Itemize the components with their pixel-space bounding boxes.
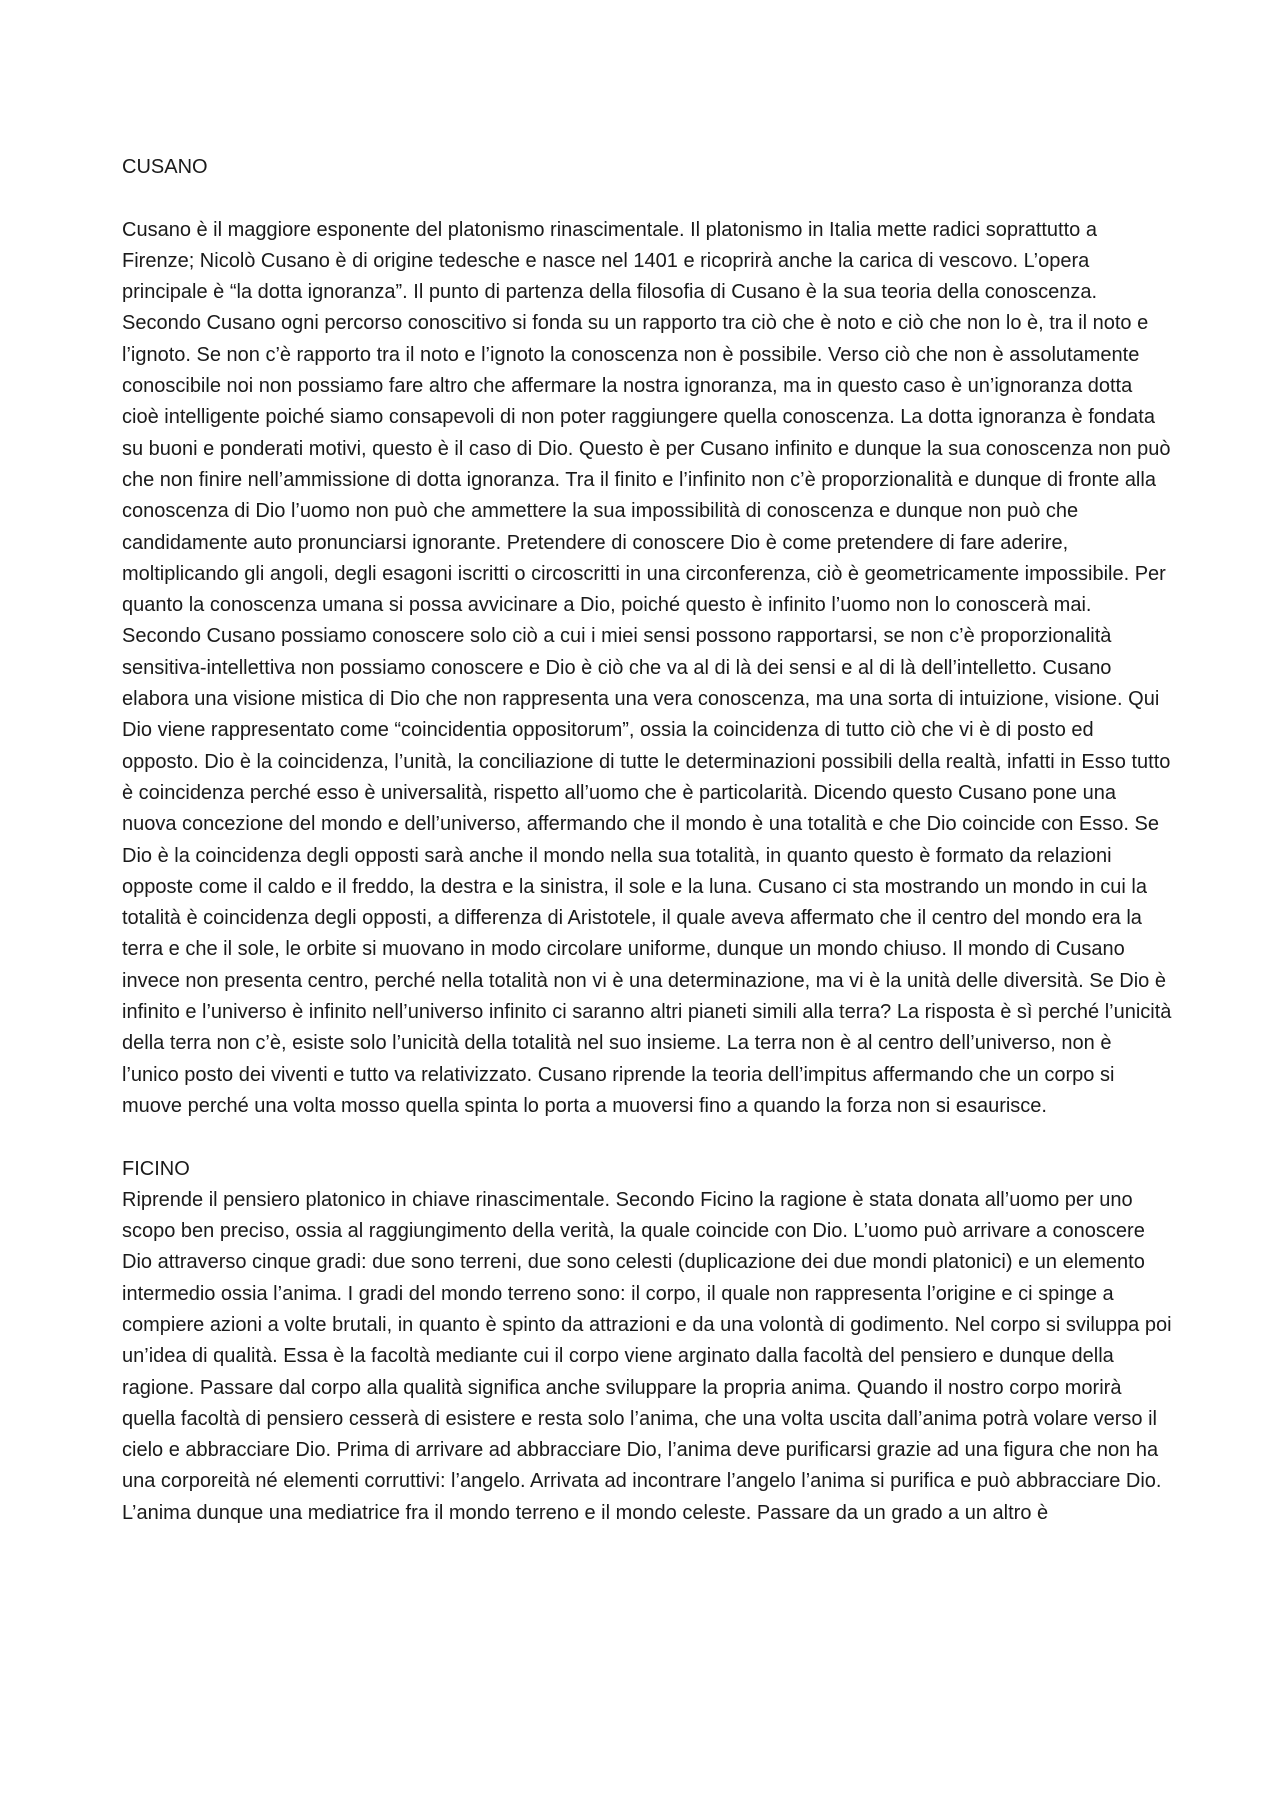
blank-line	[122, 183, 1172, 214]
section-body-cusano: Cusano è il maggiore esponente del platonismo rinascimentale. Il platonismo in Italia mette radici soprattutto a Firenze; Nicolò Cusano è di origine tedesche e nasce nel 1401 e ricoprirà anche la carica di vescovo. L’opera principale è “la dotta ignoranza”. Il punto di partenza della filosofia di Cusano è la sua teoria della conoscenza. Secondo Cusano ogni percorso conoscitivo si fonda su un rapporto tra ciò che è noto e ciò che non lo è, tra il noto e l’ignoto. Se non c’è rapporto tra il noto e l’ignoto la conoscenza non è possibile. Verso ciò che non è assolutamente conoscibile noi non possiamo fare altro che affermare la nostra ignoranza, ma in questo caso è un’ignoranza dotta cioè intelligente poiché siamo consapevoli di non poter raggiungere quella conoscenza. La dotta ignoranza è fondata su buoni e ponderati motivi, questo è il caso di Dio. Questo è per Cusano infinito e dunque la sua conoscenza non può che non finire nell’ammissione di dotta ignoranza. Tra il finito e l’infinito non c’è proporzionalità e dunque di fronte alla conoscenza di Dio l’uomo non può che ammettere la sua impossibilità di conoscenza e dunque non può che candidamente auto pronunciarsi ignorante. Pretendere di conoscere Dio è come pretendere di fare aderire, moltiplicando gli angoli, degli esagoni iscritti o circoscritti in una circonferenza, ciò è geometricamente impossibile. Per quanto la conoscenza umana si possa avvicinare a Dio, poiché questo è infinito l’uomo non lo conoscerà mai. Secondo Cusano possiamo conoscere solo ciò a cui i miei sensi possono rapportarsi, se non c’è proporzionalità sensitiva-intellettiva non possiamo conoscere e Dio è ciò che va al di là dei sensi e al di là dell’intelletto. Cusano elabora una visione mistica di Dio che non rappresenta una vera conoscenza, ma una sorta di intuizione, visione. Qui Dio viene rappresentato come “coincidentia oppositorum”, ossia la coincidenza di tutto ciò che vi è di posto ed opposto. Dio è la coincidenza, l’unità, la conciliazione di tutte le determinazioni possibili della realtà, infatti in Esso tutto è coincidenza perché esso è universalità, rispetto all’uomo che è particolarità. Dicendo questo Cusano pone una nuova concezione del mondo e dell’universo, affermando che il mondo è una totalità e che Dio coincide con Esso. Se Dio è la coincidenza degli opposti sarà anche il mondo nella sua totalità, in quanto questo è formato da relazioni opposte come il caldo e il freddo, la destra e la sinistra, il sole e la luna. Cusano ci sta mostrando un mondo in cui la totalità è coincidenza degli opposti, a differenza di Aristotele, il quale aveva affermato che il centro del mondo era la terra e che il sole, le orbite si muovano in modo circolare uniforme, dunque un mondo chiuso. Il mondo di Cusano invece non presenta centro, perché nella totalità non vi è una determinazione, ma vi è la unità delle diversità. Se Dio è infinito e l’universo è infinito nell’universo infinito ci saranno altri pianeti simili alla terra? La risposta è sì perché l’unicità della terra non c’è, esiste solo l’unicità della totalità nel suo insieme. La terra non è al centro dell’universo, non è l’unico posto dei viventi e tutto va relativizzato. Cusano riprende la teoria dell’impitus affermando che un corpo si muove perché una volta mosso quella spinta lo porta a muoversi fino a quando la forza non si esaurisce.	[122, 218, 1172, 1117]
section-title-cusano: CUSANO	[122, 156, 208, 178]
section-title-ficino: FICINO	[122, 1157, 190, 1180]
blank-line	[122, 1122, 1172, 1153]
document-content	[122, 152, 1172, 1529]
section-body-ficino: Riprende il pensiero platonico in chiave rinascimentale. Secondo Ficino la ragione è stata donata all’uomo per uno scopo ben preciso, ossia al raggiungimento della verità, la quale coincide con Dio. L’uomo può arrivare a conoscere Dio attraverso cinque gradi: due sono terreni, due sono celesti (duplicazione dei due mondi platonici) e un elemento intermedio ossia l’anima. I gradi del mondo terreno sono: il corpo, il quale non rappresenta l’origine e ci spinge a compiere azioni a volte brutali, in quanto è spinto da attrazioni e da una volontà di godimento. Nel corpo si sviluppa poi un’idea di qualità. Essa è la facoltà mediante cui il corpo viene arginato dalla facoltà del pensiero e dunque della ragione. Passare dal corpo alla qualità significa anche sviluppare la propria anima. Quando il nostro corpo morirà quella facoltà di pensiero cesserà di esistere e resta solo l’anima, che una volta uscita dall’anima potrà volare verso il cielo e abbracciare Dio. Prima di arrivare ad abbracciare Dio, l’anima deve purificarsi grazie ad una figura che non ha una corporeità né elementi corruttivi: l’angelo. Arrivata ad incontrare l’angelo l’anima si purifica e può abbracciare Dio. L’anima dunque una mediatrice fra il mondo terreno e il mondo celeste. Passare da un grado a un altro è	[122, 1188, 1172, 1524]
